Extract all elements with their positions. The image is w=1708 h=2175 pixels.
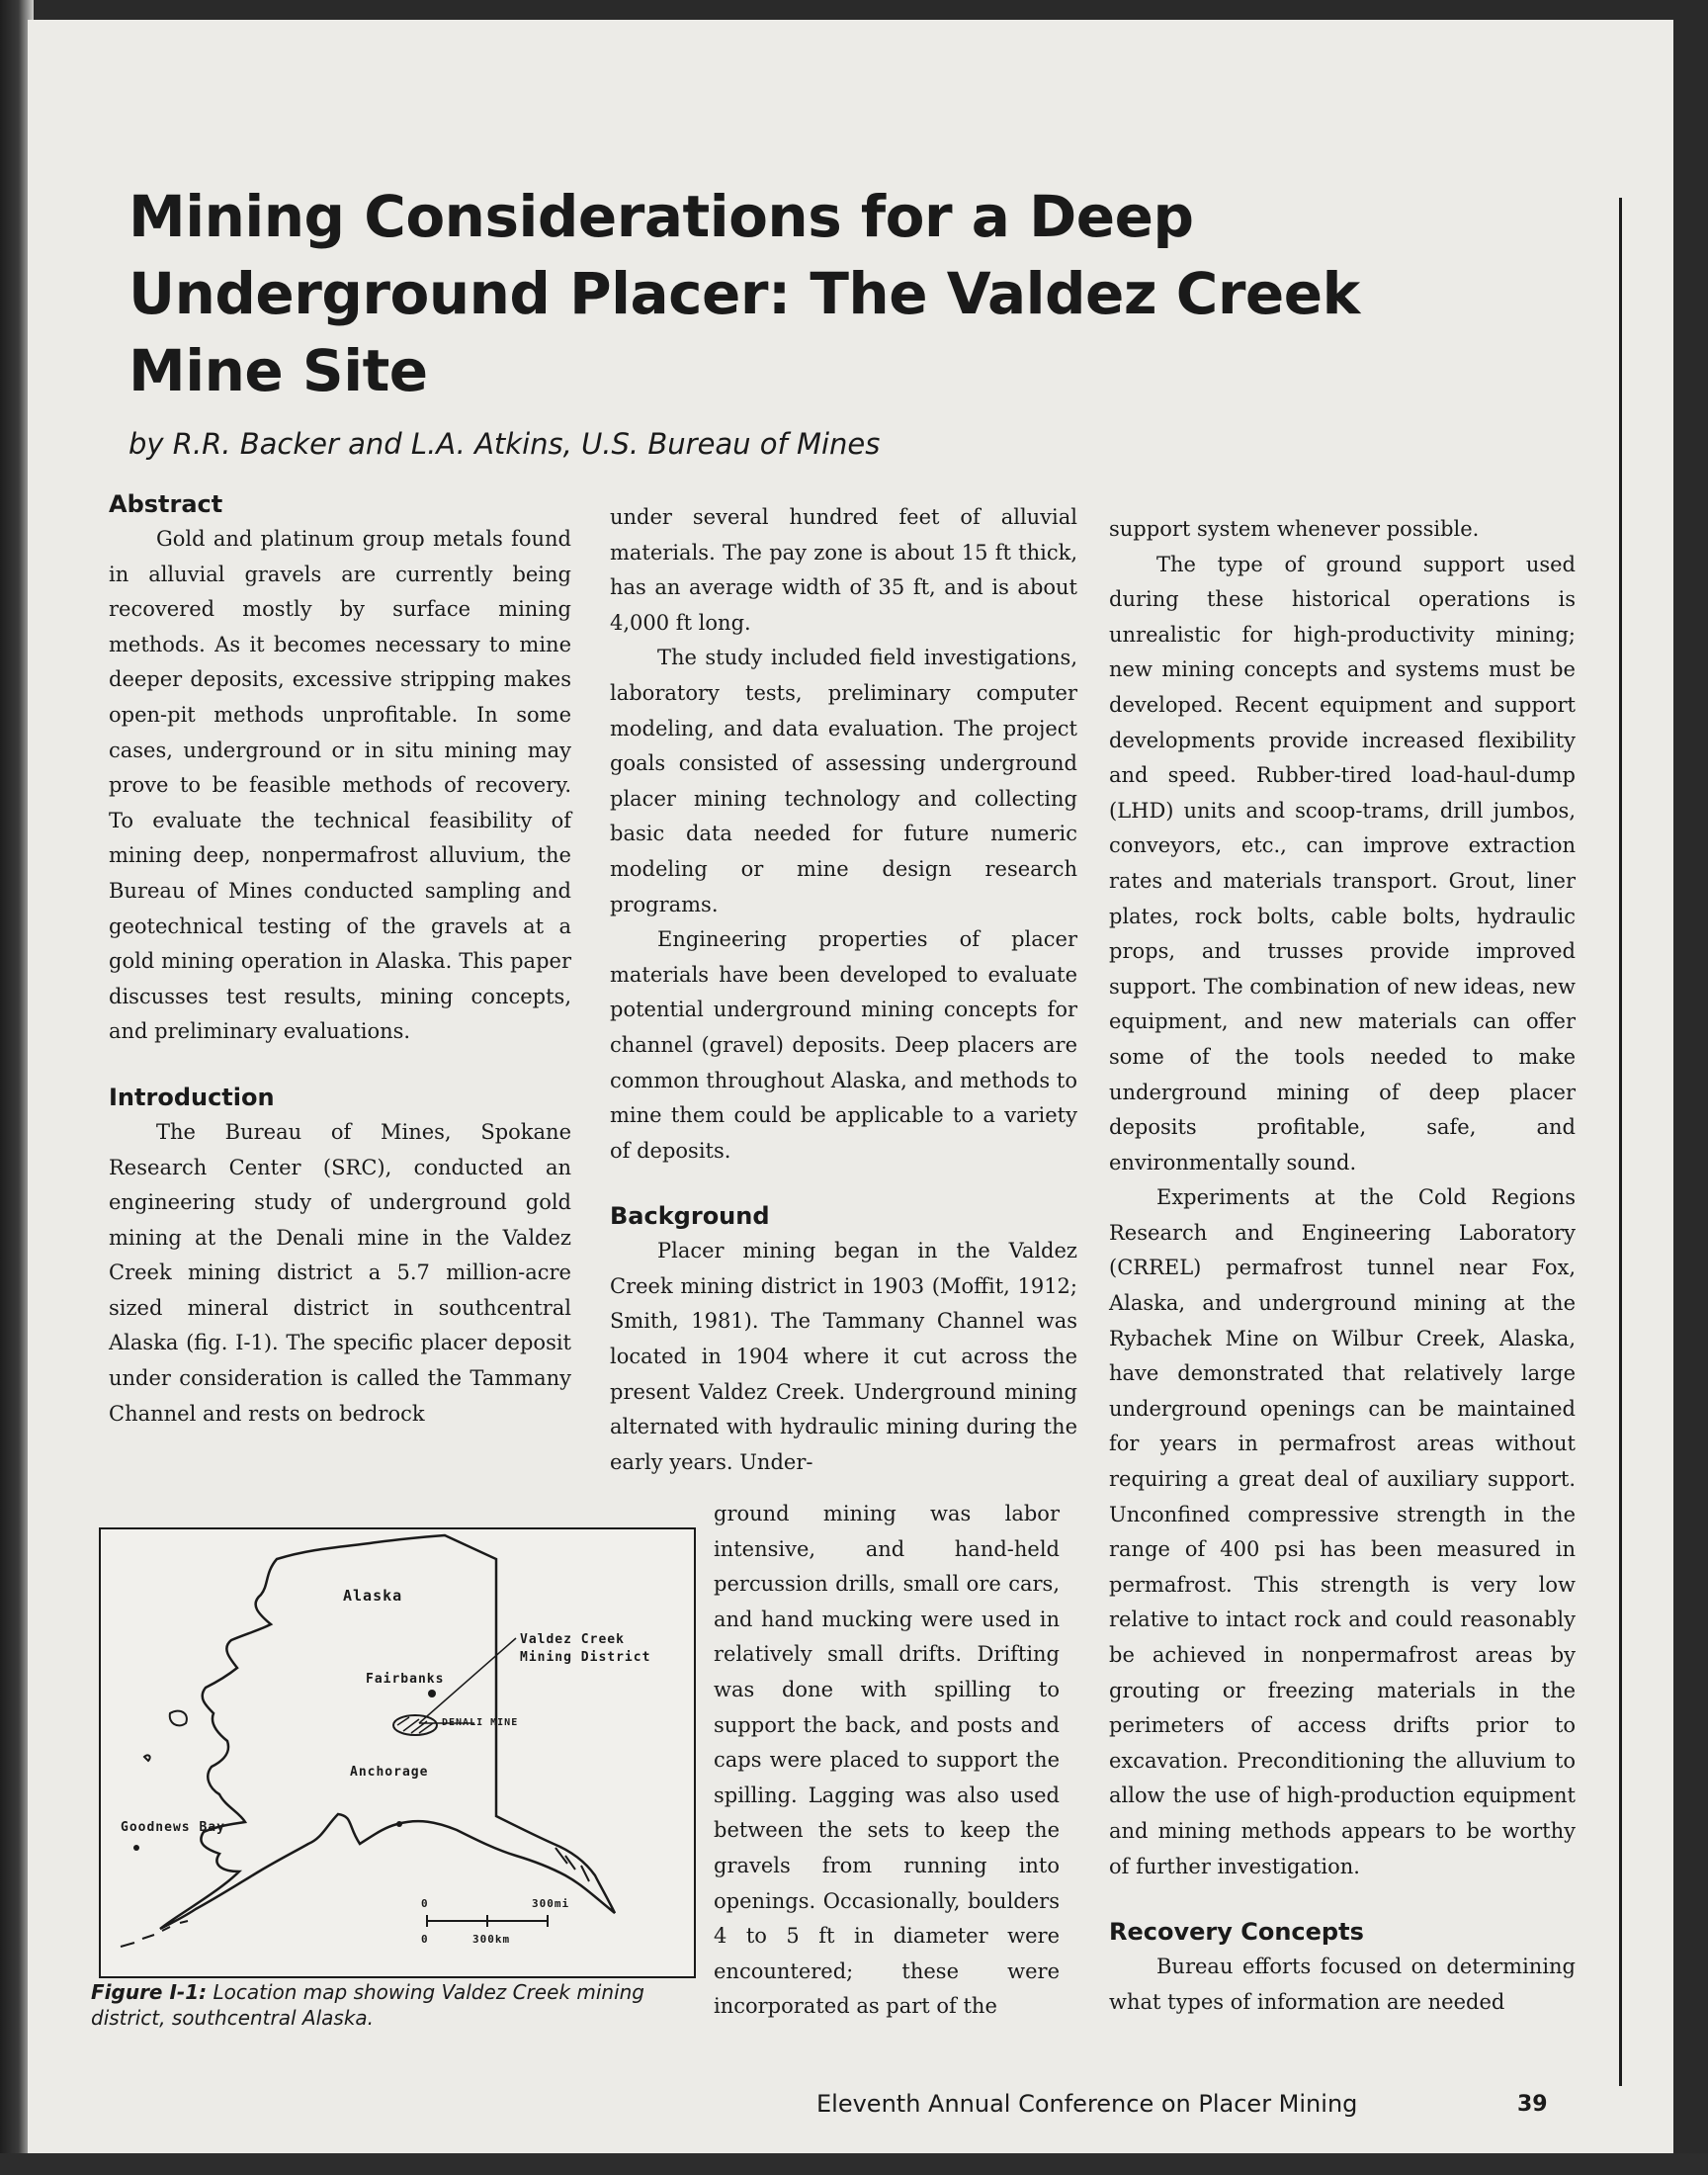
scale-bar (427, 1915, 548, 1927)
goodnews-dot (133, 1845, 139, 1851)
column-3 (1109, 512, 1576, 2020)
anchorage-dot (396, 1821, 402, 1827)
abstract-paragraph: Gold and platinum group metals found in alluvial gravels are currently being recovered mostly by surface mining methods. As it becomes necessary to mine deeper deposits, excessive stripping makes open-pit methods unprofitable. In some cases, underground or in situ mining may prove to be feasible methods of recovery. To evaluate the technical feasibility of mining deep, nonpermafrost alluvium, the Bureau of Mines conducted sampling and geotechnical testing of the gravels at a gold mining operation in Alaska. This paper discusses test results, mining concepts, and preliminary evaluations. (109, 527, 571, 1044)
background-paragraph-3: Experiments at the Cold Regions Research and Engineering Laboratory (CRREL) permafrost tunnel near Fox, Alaska, and underground mining at the Rybachek Mine on Wilbur Creek, Alaska, have demonstrated that relatively large underground openings can be maintained for years in permafrost areas without requiring a great deal of auxiliary support. Unconfined compressive strength in the range of 400 psi has been measured in permafrost. This strength is very low relative to intact rock and could reasonably be achieved in nonpermafrost areas by grouting or freezing materials in the perimeters of access drifts prior to excavation. Preconditioning the alluvium to allow the use of high-production equipment and mining methods appears to be worthy of further investigation. (1109, 1185, 1576, 1878)
location-map-figure (99, 1527, 696, 1978)
island-2 (144, 1755, 150, 1761)
footer-conference-name: Eleventh Annual Conference on Placer Mining (816, 2090, 1358, 2118)
column-2 (610, 500, 1077, 1480)
figure-caption-text: Location map showing Valdez Creek mining district, southcentral Alaska. (91, 1980, 644, 2030)
abstract-heading: Abstract (109, 490, 223, 518)
background-heading: Background (610, 1202, 770, 1231)
fairbanks-dot (428, 1690, 436, 1697)
introduction-heading: Introduction (109, 1083, 275, 1111)
background-paragraph-1: Placer mining began in the Valdez Creek mining district in 1903 (Moffit, 1912; Smith, 1981). The Tammany Channel was located in 1904 where it cut across the present Valdez Creek. Underground mining alternated with hydraulic mining during the early years. Under- (610, 1239, 1077, 1474)
denali-district-hatch (397, 1717, 433, 1733)
map-label-denali: DENALI MINE (442, 1717, 519, 1728)
column-1 (109, 486, 571, 1432)
map-label-valdez-line1: Valdez Creek (520, 1632, 625, 1647)
section-gap (1109, 1884, 1576, 1914)
figure-caption (91, 1979, 704, 2031)
background-paragraph-2: The type of ground support used during these historical operations is unrealistic for high-productivity mining; new mining concepts and systems must be developed. Recent equipment and support developments provide increased flexibility and speed. Rubber-tired load-haul-dump (LHD) units and scoop-trams, drill jumbos, conveyors, etc., can improve extraction rates and materials transport. Grout, liner plates, rock bolts, cable bolts, hydraulic props, and trusses provide improved support. The combination of new ideas, new equipment, and new materials can offer some of the tools needed to make underground mining of deep placer deposits profitable, safe, and environmentally sound. (1109, 552, 1576, 1174)
introduction-paragraph-1: The Bureau of Mines, Spokane Research Center (SRC), conducted an engineering study of underground gold mining at the Denali mine in the Valdez Creek mining district a 5.7 million-acre sized mineral district in southcentral Alaska (fig. I-1). The specific placer deposit under consideration is called the Tammany Channel and rests on bedrock (109, 1119, 571, 1426)
map-label-anchorage: Anchorage (350, 1765, 429, 1780)
map-label-valdez-line2: Mining District (520, 1650, 651, 1665)
recovery-heading: Recovery Concepts (1109, 1918, 1364, 1947)
recovery-paragraph-1: Bureau efforts focused on determining what types of information are needed (1109, 1955, 1576, 2014)
map-scale-km: 300km (472, 1933, 511, 1946)
section-gap (109, 1050, 571, 1080)
page-number: 39 (1517, 2092, 1548, 2117)
section-gap (610, 1169, 1077, 1198)
map-scale-mi: 300mi (532, 1897, 570, 1910)
figure-caption-label: Figure I-1: (91, 1980, 208, 2004)
map-scale-zero-top: 0 (421, 1897, 429, 1910)
map-scale-zero-bottom: 0 (421, 1933, 429, 1946)
map-label-alaska: Alaska (343, 1587, 403, 1605)
island-1 (170, 1711, 187, 1726)
map-label-goodnews: Goodnews Bay (121, 1820, 225, 1835)
background-paragraph-1-end: support system whenever possible. (1109, 517, 1480, 541)
article-byline: by R.R. Backer and L.A. Atkins, U.S. Bureau of Mines (128, 427, 881, 461)
scan-edge-bottom (0, 2153, 1708, 2175)
article-title: Mining Considerations for a Deep Underground Placer: The Valdez Creek Mine Site (128, 183, 1360, 404)
map-label-fairbanks: Fairbanks (366, 1672, 445, 1687)
aleutian-chain (121, 1921, 188, 1947)
introduction-paragraph-1-continued: under several hundred feet of alluvial materials. The pay zone is about 15 ft thick, has an average width of 35 ft, and is about 4,000 ft long. (610, 505, 1077, 635)
introduction-paragraph-3: Engineering properties of placer materials have been developed to evaluate potential underground mining concepts for channel (gravel) deposits. Deep placers are common throughout Alaska, and methods to mine them could be applicable to a variety of deposits. (610, 927, 1077, 1163)
introduction-paragraph-2: The study included field investigations, laboratory tests, preliminary computer modeling, and data evaluation. The project goals consisted of assessing underground placer mining technology and collecting basic data needed for future numeric modeling or mine design research programs. (610, 646, 1077, 916)
background-paragraph-1-continued: ground mining was labor intensive, and hand-held percussion drills, small ore cars, and hand mucking were used in relatively small drifts. Drifting was done with spilling to support the back, and posts and caps were placed to support the spilling. Lagging was also used between the sets to keep the gravels from running into openings. Occasionally, boulders 4 to 5 ft in diameter were encountered; these were incorporated as part of the (714, 1502, 1060, 2019)
column-2-lower (714, 1497, 1060, 2025)
right-margin-rule (1619, 198, 1622, 2086)
